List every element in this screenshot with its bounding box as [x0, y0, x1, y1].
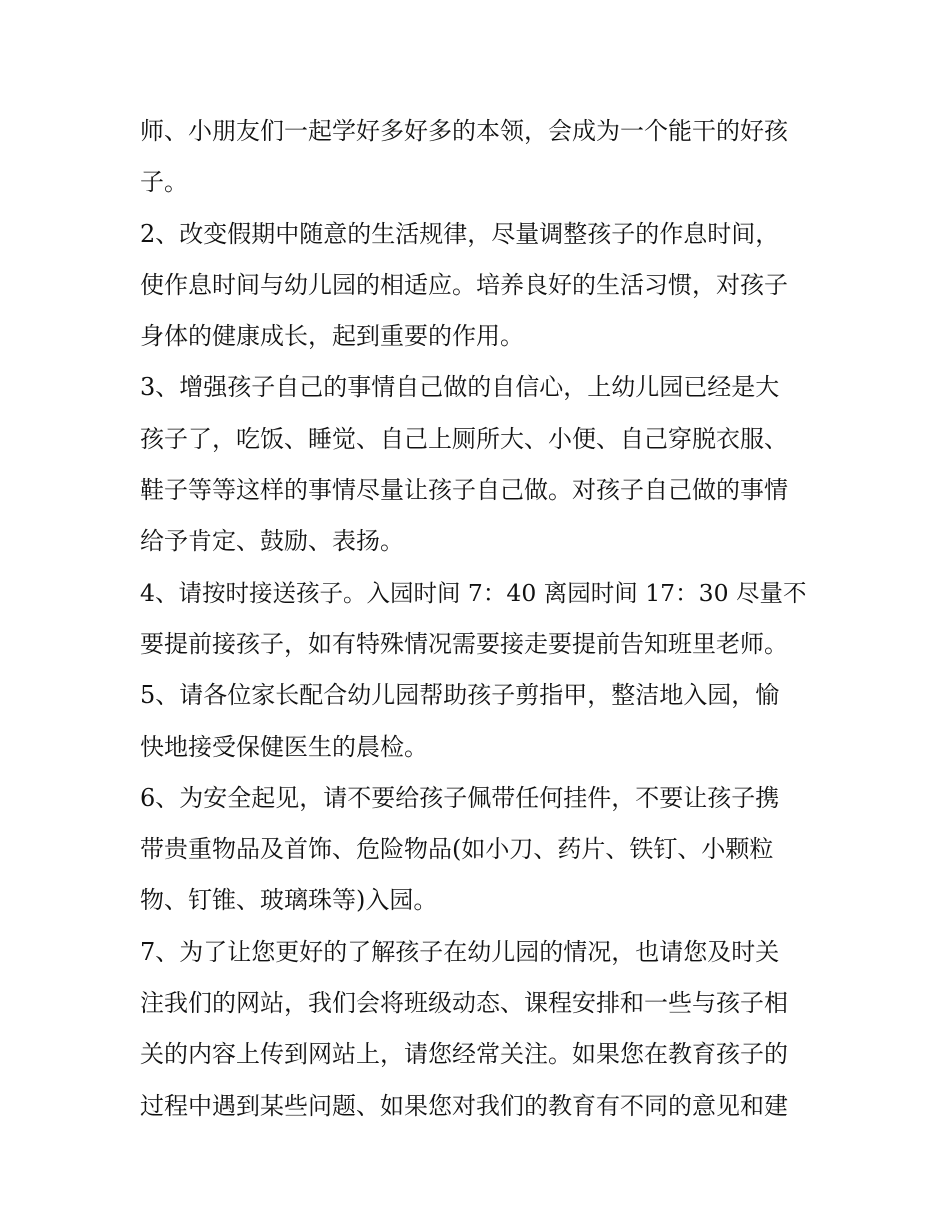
body-text [140, 106, 812, 1132]
text-line: 3、增强孩子自己的事情自己做的自信心，上幼儿园已经是大 [140, 373, 780, 402]
text-line: 5、请各位家长配合幼儿园帮助孩子剪指甲，整洁地入园，愉 [140, 681, 780, 710]
text-line: 给予肯定、鼓励、表扬。 [140, 527, 404, 556]
text-line: 身体的健康成长，起到重要的作用。 [140, 322, 524, 351]
text-line: 孩子了，吃饭、睡觉、自己上厕所大、小便、自己穿脱衣服、 [140, 424, 788, 453]
text-line: 4、请按时接送孩子。入园时间 7：40 离园时间 17：30 尽量不 [140, 578, 807, 607]
text-line: 7、为了让您更好的了解孩子在幼儿园的情况，也请您及时关 [140, 937, 780, 966]
text-line: 师、小朋友们一起学好多好多的本领，会成为一个能干的好孩 [140, 117, 788, 145]
text-line: 2、改变假期中随意的生活规律，尽量调整孩子的作息时间， [140, 219, 780, 248]
text-line: 使作息时间与幼儿园的相适应。培养良好的生活习惯，对孩子 [140, 270, 788, 299]
text-line: 物、钉锥、玻璃珠等)入园。 [140, 886, 438, 915]
text-line: 关的内容上传到网站上，请您经常关注。如果您在教育孩子的 [140, 1040, 788, 1069]
text-line: 快地接受保健医生的晨检。 [140, 732, 428, 761]
text-line: 子。 [140, 168, 188, 197]
text-line: 注我们的网站，我们会将班级动态、课程安排和一些与孩子相 [140, 989, 788, 1018]
text-line: 过程中遇到某些问题、如果您对我们的教育有不同的意见和建 [140, 1091, 788, 1120]
text-line: 6、为安全起见，请不要给孩子佩带任何挂件，不要让孩子携 [140, 783, 780, 812]
text-line: 要提前接孩子，如有特殊情况需要接走要提前告知班里老师。 [140, 629, 788, 658]
text-line: 带贵重物品及首饰、危险物品(如小刀、药片、铁钉、小颗粒 [140, 835, 774, 864]
text-line: 鞋子等等这样的事情尽量让孩子自己做。对孩子自己做的事情 [140, 476, 788, 505]
